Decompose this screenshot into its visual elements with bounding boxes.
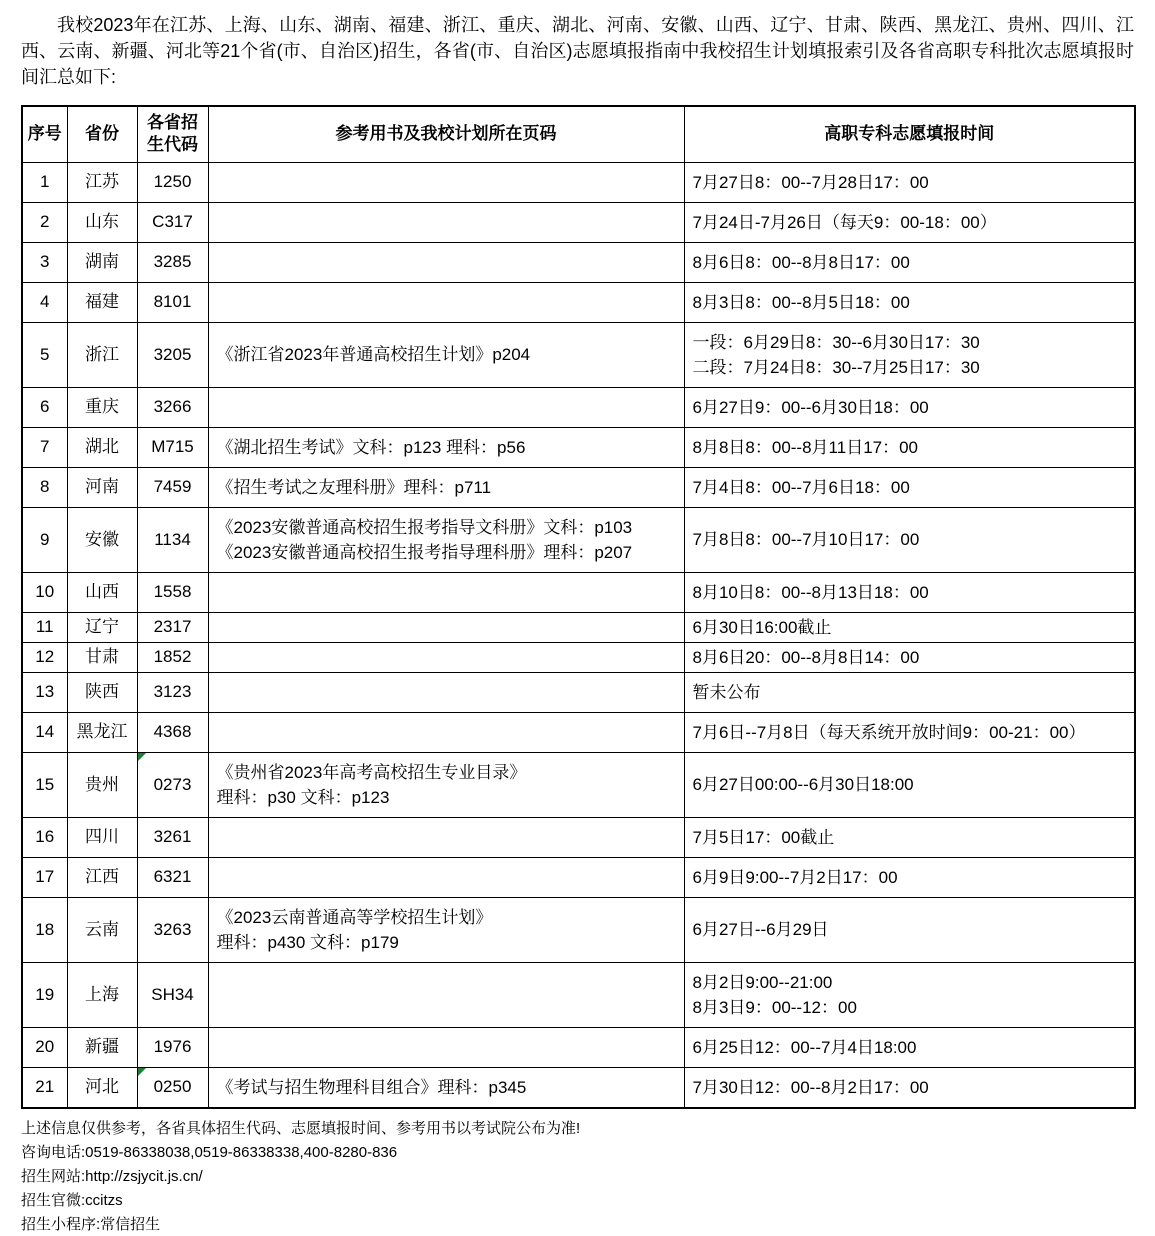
book-line: 理科：p30 文科：p123 <box>216 787 390 807</box>
cell-corner-marker-icon <box>138 753 146 761</box>
time-line: 7月8日8：00--7月10日17：00 <box>692 530 920 549</box>
cell-province: 浙江 <box>67 322 137 387</box>
table-row <box>22 817 1135 857</box>
time-line: 6月25日12：00--7月4日18:00 <box>692 1037 917 1057</box>
cell-reference-books <box>208 612 684 642</box>
table-row <box>22 162 1135 202</box>
time-line: 8月8日8：00--8月11日17：00 <box>692 437 919 457</box>
cell-code: C317 <box>137 202 208 242</box>
cell-application-time <box>684 752 1135 817</box>
cell-province: 陕西 <box>67 672 137 712</box>
table-row <box>22 1027 1135 1067</box>
cell-code: 3263 <box>137 897 208 962</box>
cell-reference-books <box>208 817 684 857</box>
footer-phone: 咨询电话:0519-86338038,0519-86338338,400-8280-836 <box>21 1143 398 1161</box>
cell-province: 甘肃 <box>67 642 137 672</box>
cell-code: 6321 <box>137 857 208 897</box>
cell-index: 8 <box>22 467 67 507</box>
cell-reference-books <box>208 282 684 322</box>
time-line: 6月27日9：00--6月30日18：00 <box>692 397 929 417</box>
time-line: 7月27日8：00--7月28日17：00 <box>692 172 929 192</box>
cell-reference-books <box>208 752 684 817</box>
cell-index: 1 <box>22 162 67 202</box>
cell-reference-books <box>208 507 684 572</box>
cell-reference-books <box>208 427 684 467</box>
time-line: 6月30日16:00截止 <box>692 617 832 637</box>
cell-index: 14 <box>22 712 67 752</box>
cell-application-time <box>684 507 1135 572</box>
time-line: 8月6日20：00--8月8日14：00 <box>692 647 920 667</box>
time-line: 8月10日8：00--8月13日18：00 <box>692 582 929 602</box>
cell-code: 1250 <box>137 162 208 202</box>
cell-application-time <box>684 672 1135 712</box>
time-line: 8月2日9:00--21:00 <box>692 972 833 992</box>
time-line: 7月4日8：00--7月6日18：00 <box>692 477 910 497</box>
cell-code: 2317 <box>137 612 208 642</box>
time-line: 7月6日--7月8日（每天系统开放时间9：00-21：00） <box>692 722 1086 742</box>
book-line: 《湖北招生考试》文科：p123 理科：p56 <box>216 437 526 457</box>
cell-reference-books <box>208 672 684 712</box>
book-line: 《招生考试之友理科册》理科：p711 <box>216 477 492 497</box>
cell-code: SH34 <box>137 962 208 1027</box>
cell-application-time <box>684 387 1135 427</box>
table-row <box>22 467 1135 507</box>
cell-index: 16 <box>22 817 67 857</box>
cell-reference-books <box>208 962 684 1027</box>
cell-reference-books <box>208 897 684 962</box>
cell-reference-books <box>208 1027 684 1067</box>
cell-province: 上海 <box>67 962 137 1027</box>
cell-province: 新疆 <box>67 1027 137 1067</box>
footer-website: 招生网站:http://zsjycit.js.cn/ <box>21 1167 203 1185</box>
cell-code: 3123 <box>137 672 208 712</box>
table-row <box>22 282 1135 322</box>
cell-reference-books <box>208 712 684 752</box>
cell-reference-books <box>208 1067 684 1108</box>
table-row <box>22 612 1135 642</box>
cell-index: 7 <box>22 427 67 467</box>
cell-code: 1852 <box>137 642 208 672</box>
cell-index: 21 <box>22 1067 67 1108</box>
col-header-time: 高职专科志愿填报时间 <box>684 106 1135 162</box>
footer-disclaimer: 上述信息仅供参考，各省具体招生代码、志愿填报时间、参考用书以考试院公布为准! <box>21 1119 581 1137</box>
cell-application-time <box>684 202 1135 242</box>
table-row <box>22 322 1135 387</box>
cell-index: 2 <box>22 202 67 242</box>
footer-notes <box>21 1117 1134 1236</box>
cell-province: 云南 <box>67 897 137 962</box>
table-header-row <box>22 106 1135 162</box>
intro-paragraph: 我校2023年在江苏、上海、山东、湖南、福建、浙江、重庆、湖北、河南、安徽、山西、辽宁、甘肃、陕西、黑龙江、贵州、四川、江西、云南、新疆、河北等21个省(市、自治区)招生，各省(市、自治区)志愿填报指南中我校招生计划填报索引及各省高职专科批次志愿填报时间汇总如下: <box>21 15 1134 87</box>
time-line: 7月5日17：00截止 <box>692 827 835 847</box>
table-row <box>22 427 1135 467</box>
book-line: 《考试与招生物理科目组合》理科：p345 <box>216 1077 527 1097</box>
cell-code: 3261 <box>137 817 208 857</box>
time-line: 8月3日9：00--12：00 <box>692 997 857 1017</box>
time-line: 7月30日12：00--8月2日17：00 <box>692 1077 929 1097</box>
table-row <box>22 1067 1135 1108</box>
cell-reference-books <box>208 242 684 282</box>
time-line: 7月24日-7月26日（每天9：00-18：00） <box>692 212 997 232</box>
table-row <box>22 712 1135 752</box>
time-line: 8月6日8：00--8月8日17：00 <box>692 252 910 272</box>
cell-index: 9 <box>22 507 67 572</box>
book-line: 理科：p430 文科：p179 <box>216 932 399 952</box>
cell-code: 0250 <box>137 1067 208 1108</box>
cell-index: 5 <box>22 322 67 387</box>
cell-index: 20 <box>22 1027 67 1067</box>
cell-province: 贵州 <box>67 752 137 817</box>
cell-application-time <box>684 1067 1135 1108</box>
cell-province: 福建 <box>67 282 137 322</box>
cell-application-time <box>684 712 1135 752</box>
cell-code: 1134 <box>137 507 208 572</box>
cell-reference-books <box>208 387 684 427</box>
cell-application-time <box>684 242 1135 282</box>
cell-index: 18 <box>22 897 67 962</box>
cell-code: 7459 <box>137 467 208 507</box>
book-line: 《贵州省2023年高考高校招生专业目录》 <box>216 762 527 782</box>
cell-application-time <box>684 642 1135 672</box>
time-line: 一段：6月29日8：30--6月30日17：30 <box>692 332 980 352</box>
cell-index: 6 <box>22 387 67 427</box>
cell-province: 重庆 <box>67 387 137 427</box>
cell-code: 3266 <box>137 387 208 427</box>
cell-application-time <box>684 817 1135 857</box>
cell-index: 11 <box>22 612 67 642</box>
table-row <box>22 242 1135 282</box>
cell-province: 河北 <box>67 1067 137 1108</box>
cell-province: 河南 <box>67 467 137 507</box>
table-row <box>22 202 1135 242</box>
cell-province: 安徽 <box>67 507 137 572</box>
time-line: 暂未公布 <box>692 682 761 702</box>
time-line: 8月3日8：00--8月5日18：00 <box>692 292 910 312</box>
book-line: 《浙江省2023年普通高校招生计划》p204 <box>216 345 531 364</box>
cell-reference-books <box>208 572 684 612</box>
cell-reference-books <box>208 467 684 507</box>
cell-corner-marker-icon <box>138 1068 146 1076</box>
table-row <box>22 642 1135 672</box>
time-line: 二段：7月24日8：30--7月25日17：30 <box>692 357 980 377</box>
table-row <box>22 897 1135 962</box>
cell-application-time <box>684 322 1135 387</box>
col-header-code: 各省招生代码 <box>137 106 208 162</box>
cell-index: 13 <box>22 672 67 712</box>
cell-application-time <box>684 467 1135 507</box>
cell-province: 四川 <box>67 817 137 857</box>
cell-code: 3285 <box>137 242 208 282</box>
cell-application-time <box>684 897 1135 962</box>
col-header-index: 序号 <box>22 106 67 162</box>
cell-application-time <box>684 162 1135 202</box>
col-header-books: 参考用书及我校计划所在页码 <box>208 106 684 162</box>
cell-application-time <box>684 612 1135 642</box>
col-header-province: 省份 <box>67 106 137 162</box>
book-line: 《2023安徽普通高校招生报考指导理科册》理科：p207 <box>216 542 633 562</box>
table-row <box>22 857 1135 897</box>
table-row <box>22 387 1135 427</box>
time-line: 6月27日--6月29日 <box>692 920 829 939</box>
cell-application-time <box>684 857 1135 897</box>
cell-application-time <box>684 572 1135 612</box>
cell-index: 4 <box>22 282 67 322</box>
book-line: 《2023安徽普通高校招生报考指导文科册》文科：p103 <box>216 517 633 537</box>
cell-province: 江苏 <box>67 162 137 202</box>
cell-index: 17 <box>22 857 67 897</box>
cell-code: 3205 <box>137 322 208 387</box>
cell-application-time <box>684 427 1135 467</box>
admissions-plan-table <box>21 105 1136 1109</box>
table-row <box>22 962 1135 1027</box>
table-row <box>22 572 1135 612</box>
book-line: 《2023云南普通高等学校招生计划》 <box>216 907 493 927</box>
cell-reference-books <box>208 202 684 242</box>
time-line: 6月27日00:00--6月30日18:00 <box>692 775 914 794</box>
cell-province: 黑龙江 <box>67 712 137 752</box>
cell-code: 4368 <box>137 712 208 752</box>
cell-index: 10 <box>22 572 67 612</box>
cell-index: 12 <box>22 642 67 672</box>
table-row <box>22 507 1135 572</box>
cell-province: 江西 <box>67 857 137 897</box>
cell-reference-books <box>208 322 684 387</box>
cell-province: 山东 <box>67 202 137 242</box>
cell-code: 1558 <box>137 572 208 612</box>
time-line: 6月9日9:00--7月2日17：00 <box>692 867 898 887</box>
footer-miniprogram: 招生小程序:常信招生 <box>21 1215 161 1233</box>
footer-wechat: 招生官微:ccitzs <box>21 1191 123 1209</box>
cell-application-time <box>684 962 1135 1027</box>
cell-application-time <box>684 1027 1135 1067</box>
cell-code: 8101 <box>137 282 208 322</box>
cell-reference-books <box>208 857 684 897</box>
table-row <box>22 752 1135 817</box>
cell-province: 辽宁 <box>67 612 137 642</box>
cell-index: 3 <box>22 242 67 282</box>
cell-code: M715 <box>137 427 208 467</box>
cell-reference-books <box>208 642 684 672</box>
cell-code: 1976 <box>137 1027 208 1067</box>
cell-application-time <box>684 282 1135 322</box>
cell-province: 湖南 <box>67 242 137 282</box>
cell-index: 19 <box>22 962 67 1027</box>
cell-province: 山西 <box>67 572 137 612</box>
table-row <box>22 672 1135 712</box>
cell-code: 0273 <box>137 752 208 817</box>
cell-province: 湖北 <box>67 427 137 467</box>
cell-reference-books <box>208 162 684 202</box>
cell-index: 15 <box>22 752 67 817</box>
